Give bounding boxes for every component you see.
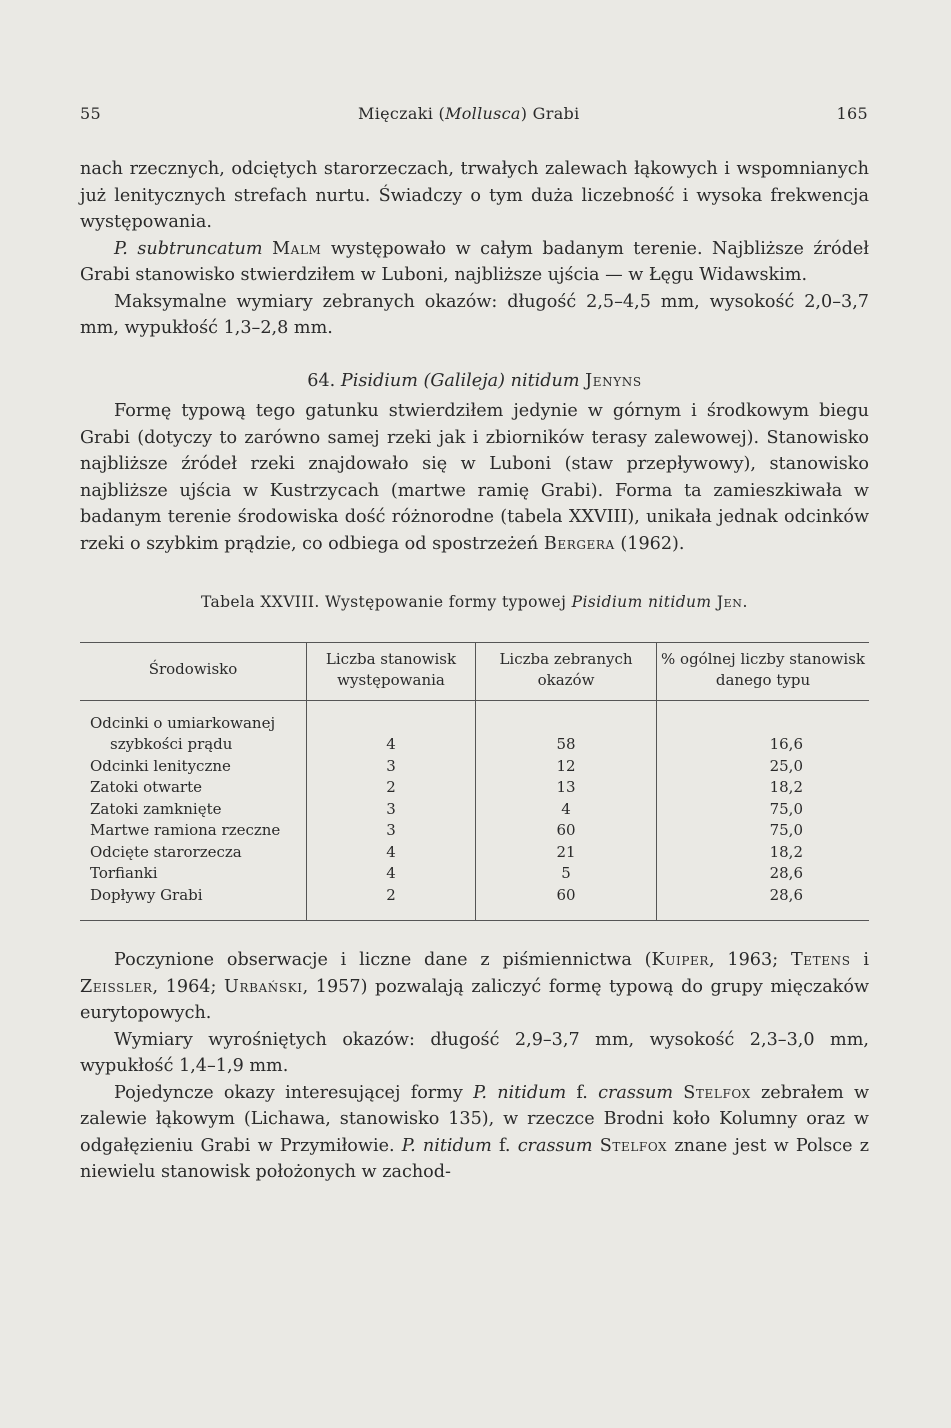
- running-title-pre: Mięczaki (: [358, 104, 446, 123]
- paragraph-3: Maksymalne wymiary zebranych okazów: długość 2,5–4,5 mm, wysokość 2,0–3,7 mm, wypukłość 1,3–2,8 mm.: [80, 291, 869, 338]
- cell-sites: 3: [307, 756, 476, 778]
- cell-sites: 4: [307, 700, 476, 756]
- paragraph-7-text: zebrałem w zalewie łąkowym (Lichawa, stanowisko 135), w rzeczce Brodni koło Kolumny oraz w odgałęzieniu Grabi w Przymiłowie.: [80, 1082, 869, 1156]
- cell-count: 60: [476, 885, 657, 921]
- author-name: Stelfox: [683, 1082, 751, 1103]
- table-row: [80, 842, 869, 864]
- paragraph-5-text: , 1964;: [152, 976, 225, 997]
- cell-sites: 4: [307, 863, 476, 885]
- column-header: Liczba stanowisk występowania: [307, 642, 476, 700]
- author-name: Malm: [272, 238, 322, 259]
- paragraph-5-text: , 1957) pozwalają zaliczyć formę typową do grupy mięczaków eurytopowych.: [80, 976, 869, 1023]
- cell-environment: Dopływy Grabi: [90, 885, 203, 904]
- table-row: [80, 820, 869, 842]
- author-name: Zeissler: [80, 976, 153, 997]
- cell-sites: 3: [307, 820, 476, 842]
- cell-count: 60: [476, 820, 657, 842]
- running-title-post: ) Grabi: [520, 104, 580, 123]
- table-row: [80, 700, 869, 756]
- column-header: Liczba zebranych okazów: [476, 642, 657, 700]
- running-header: [80, 104, 868, 123]
- author-name: Bergera: [543, 533, 615, 554]
- column-header: Środowisko: [80, 642, 307, 700]
- page-number-left: 55: [80, 104, 101, 123]
- species-name: P. subtruncatum: [114, 238, 263, 259]
- author-name: Urbański: [224, 976, 303, 997]
- caption-species: Pisidium nitidum: [571, 593, 712, 611]
- cell-environment: Zatoki zamknięte: [90, 799, 222, 818]
- cell-percent: 28,6: [657, 885, 870, 921]
- paragraph-7-text: znane jest w Polsce z niewielu stanowisk położonych w zachod-: [80, 1135, 869, 1182]
- author-name: Kuiper: [651, 950, 710, 970]
- cell-percent: 18,2: [657, 777, 870, 799]
- paragraph-6: Wymiary wyrośniętych okazów: długość 2,9–3,7 mm, wysokość 2,3–3,0 mm, wypukłość 1,4–1,9 mm.: [80, 1029, 869, 1076]
- author-name: Stelfox: [599, 1135, 668, 1156]
- cell-count: 12: [476, 756, 657, 778]
- page-body: [80, 156, 869, 1186]
- cell-sites: 2: [307, 777, 476, 799]
- cell-percent: 18,2: [657, 842, 870, 864]
- page-number-right: 165: [836, 104, 868, 123]
- data-table: [80, 642, 869, 922]
- running-title: [358, 104, 579, 123]
- running-title-italic: Mollusca: [445, 104, 521, 123]
- species-name: P. nitidum: [401, 1135, 492, 1156]
- cell-environment: Martwe ramiona rzeczne: [90, 821, 281, 839]
- column-header: % ogólnej liczby stanowisk danego typu: [657, 642, 870, 700]
- paragraph-4: [80, 398, 869, 557]
- cell-percent: 16,6: [657, 700, 870, 756]
- cell-percent: 25,0: [657, 756, 870, 778]
- paragraph-7-text: f.: [491, 1135, 518, 1156]
- caption-text: Tabela XXVIII. Występowanie formy typowej: [200, 593, 572, 611]
- cell-environment: Odcięte starorzecza: [90, 842, 242, 861]
- caption-author: Jen.: [716, 593, 749, 611]
- paragraph-4-text: Formę typową tego gatunku stwierdziłem jedynie w górnym i środkowym biegu Grabi (dotyczy to zarówno samej rzeki jak i zbiorników terasy zalewowej). Stanowisko najbliższe źródeł rzeki znajdowało się w Luboni (staw przepływowy), stanowisko najbliższe ujścia w Kustrzycach (martwe ramię Grabi). Forma ta zamieszkiwała w badanym terenie środowiska dość różnorodne (tabela XXVIII), unikała jednak odcinków rzeki o szybkim prądzie, co odbiega od spostrzeżeń: [80, 401, 869, 554]
- table-row: [80, 863, 869, 885]
- cell-sites: 3: [307, 799, 476, 821]
- table-row: [80, 885, 869, 921]
- species-name: P. nitidum: [473, 1082, 567, 1103]
- form-name: crassum: [517, 1135, 593, 1156]
- cell-environment: Odcinki lenityczne: [90, 756, 231, 775]
- cell-percent: 75,0: [657, 799, 870, 821]
- cell-count: 4: [476, 799, 657, 821]
- table-row: [80, 777, 869, 799]
- paragraph-2-text: występowało w całym badanym terenie. Najbliższe źródeł Grabi stanowisko stwierdziłem w Luboni, najbliższe ujścia — w Łęgu Widawskim.: [80, 238, 870, 285]
- paragraph-7-text: f.: [566, 1082, 599, 1103]
- paragraph-1: nach rzecznych, odciętych starorzeczach, trwałych zalewach łąkowych i wspomnianych już lenitycznych strefach nurtu. Świadczy o tym duża liczebność i wysoka frekwencja występowania.: [80, 159, 869, 232]
- heading-subgenus: (Galileja): [423, 370, 506, 391]
- cell-environment: Torfianki: [90, 864, 158, 882]
- species-heading: [80, 368, 869, 395]
- paragraph-5: [80, 947, 869, 1027]
- heading-genus: Pisidium: [340, 370, 418, 391]
- cell-environment: Zatoki otwarte: [90, 778, 202, 796]
- paragraph-5-text: Poczynione obserwacje i liczne dane z piśmiennictwa (: [114, 950, 652, 970]
- table-row: [80, 756, 869, 778]
- paragraph-4-tail: (1962).: [614, 533, 685, 554]
- cell-count: 5: [476, 863, 657, 885]
- paragraph-5-text: i: [850, 950, 869, 970]
- cell-percent: 28,6: [657, 863, 870, 885]
- cell-count: 58: [476, 700, 657, 756]
- cell-sites: 2: [307, 885, 476, 921]
- paragraph-7-text: Pojedyncze okazy interesującej formy: [114, 1082, 474, 1103]
- cell-percent: 75,0: [657, 820, 870, 842]
- heading-number: 64.: [307, 370, 341, 391]
- paragraph-7: [80, 1080, 869, 1186]
- paragraph-5-text: , 1963;: [709, 950, 791, 970]
- paragraph-2: [80, 236, 869, 289]
- cell-environment: Odcinki o umiarkowanej szybkości prądu: [90, 713, 276, 753]
- table-caption: [80, 589, 869, 616]
- author-name: Tetens: [790, 950, 851, 970]
- cell-count: 13: [476, 777, 657, 799]
- table-header-row: [80, 642, 869, 700]
- heading-species: nitidum: [510, 370, 580, 391]
- form-name: crassum: [598, 1082, 673, 1103]
- table-row: [80, 799, 869, 821]
- cell-sites: 4: [307, 842, 476, 864]
- cell-count: 21: [476, 842, 657, 864]
- heading-author: Jenyns: [585, 370, 642, 391]
